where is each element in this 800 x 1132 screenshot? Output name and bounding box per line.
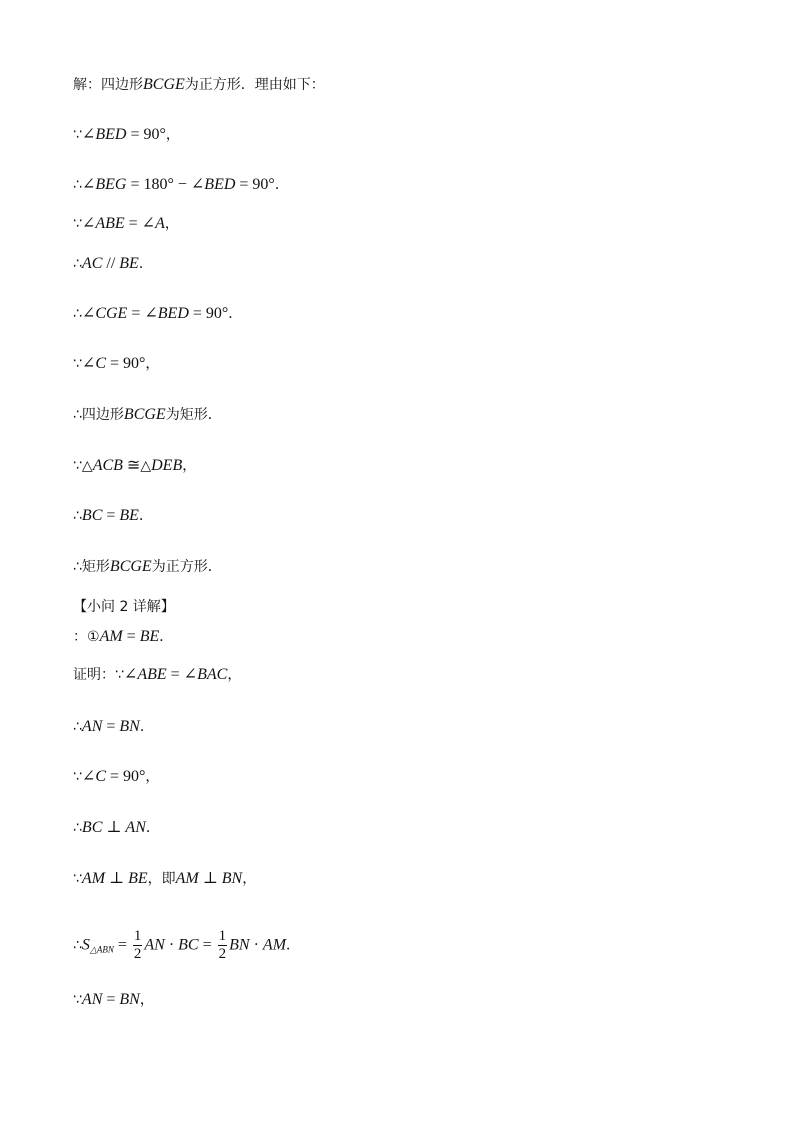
math-subscript: △ABN <box>89 944 114 955</box>
math-variable: CGE <box>95 305 128 322</box>
math-variable: BED <box>157 305 189 322</box>
math-operator: ∠ <box>81 355 96 372</box>
math-variable: BN <box>221 870 243 887</box>
math-operator: ∠ <box>81 305 96 322</box>
math-operator: = <box>102 507 120 524</box>
math-symbol: ∵ <box>73 992 82 1008</box>
chinese-text: ， <box>139 992 154 1008</box>
math-variable: AC <box>81 255 103 272</box>
math-operator: = 180° − ∠ <box>126 176 205 193</box>
solution-line-12 <box>73 596 175 617</box>
math-operator: · <box>249 936 263 954</box>
math-operator: ⊥ <box>198 870 222 887</box>
chinese-text: ，即 <box>147 871 176 887</box>
solution-line-14 <box>73 664 241 685</box>
math-symbol: ∵ <box>115 667 124 683</box>
chinese-text: ， <box>227 667 242 683</box>
solution-line-17 <box>73 817 160 838</box>
math-variable: S <box>81 936 90 954</box>
fraction-denominator: 2 <box>218 946 227 962</box>
solution-line-19 <box>73 928 300 963</box>
solution-line-16 <box>73 766 159 787</box>
chinese-text: ， <box>165 127 180 143</box>
math-operator: = <box>198 936 216 954</box>
chinese-text: ． <box>138 508 153 524</box>
chinese-text: 为正方形．理由如下： <box>184 77 325 93</box>
math-operator: ∠ <box>81 768 96 785</box>
chinese-text: ， <box>145 356 160 372</box>
chinese-text: ． <box>159 629 174 645</box>
math-operator: = <box>113 936 131 954</box>
math-symbol: ① <box>87 629 100 645</box>
math-symbol: ∴ <box>73 407 82 423</box>
solution-line-10 <box>73 505 153 526</box>
fraction-numerator: 1 <box>133 928 142 944</box>
chinese-text: ． <box>286 937 301 954</box>
math-variable: AN <box>144 936 165 954</box>
math-variable: BE <box>119 255 139 272</box>
chinese-text: ， <box>164 216 179 232</box>
chinese-text: 证明： <box>73 667 115 683</box>
math-operator: = ∠ <box>124 215 156 232</box>
math-operator: ⊥ <box>102 819 126 836</box>
math-variable: BCGE <box>143 76 185 93</box>
math-symbol: ∴ <box>73 306 82 322</box>
math-operator: = 90° <box>106 768 146 785</box>
math-symbol: △ <box>140 458 152 474</box>
math-symbol: ∵ <box>73 216 82 232</box>
math-operator: = ∠ <box>166 666 198 683</box>
math-operator: · <box>164 936 179 954</box>
chinese-text: ． <box>139 719 154 735</box>
math-operator: = 90° <box>188 305 229 322</box>
math-variable: BED <box>95 126 127 143</box>
math-variable: AN <box>125 819 146 836</box>
math-variable: BED <box>204 176 236 193</box>
math-variable: BC <box>81 507 103 524</box>
math-operator: = 90° <box>235 176 275 193</box>
solution-line-1 <box>73 74 325 95</box>
math-symbol: ∴ <box>73 719 82 735</box>
math-operator: = <box>122 628 140 645</box>
math-variable: AM <box>81 870 106 887</box>
math-symbol: ∵ <box>73 458 82 474</box>
math-operator: ∠ <box>123 666 138 683</box>
math-variable: AM <box>99 628 123 645</box>
math-variable: BAC <box>197 666 228 683</box>
solution-line-9 <box>73 455 196 476</box>
math-operator: = <box>102 718 120 735</box>
chinese-text: 为矩形． <box>165 407 222 423</box>
solution-line-6 <box>73 303 242 324</box>
chinese-text: ． <box>138 256 153 272</box>
math-operator: ∠ <box>81 126 96 143</box>
solution-line-7 <box>73 353 159 374</box>
solution-line-18 <box>73 868 256 889</box>
chinese-text: 四边形 <box>81 407 124 423</box>
chinese-text: ， <box>242 871 257 887</box>
chinese-text: 解：四边形 <box>73 77 143 93</box>
fraction-denominator: 2 <box>133 946 142 962</box>
math-operator: = 90° <box>126 126 166 143</box>
solution-line-8 <box>73 404 222 425</box>
math-operator: ⊥ <box>105 870 129 887</box>
math-variable: BE <box>128 870 148 887</box>
math-operator: ∠ <box>81 215 96 232</box>
solution-line-11 <box>73 556 222 577</box>
math-symbol: ∵ <box>73 356 82 372</box>
math-variable: C <box>95 768 106 785</box>
math-symbol: ∴ <box>73 820 82 836</box>
chinese-text: ， <box>182 458 197 474</box>
math-symbol: ∴ <box>73 177 82 193</box>
solution-line-15 <box>73 716 154 737</box>
math-variable: AM <box>262 936 287 954</box>
solution-line-4 <box>73 213 179 234</box>
math-variable: BE <box>139 628 160 645</box>
math-symbol: ∵ <box>73 871 82 887</box>
math-operator: ≅ <box>122 457 141 474</box>
chinese-text: ： <box>73 629 87 645</box>
solution-line-2 <box>73 124 180 145</box>
chinese-text: 矩形 <box>81 559 110 575</box>
math-variable: ABE <box>137 666 167 683</box>
solution-line-13 <box>73 626 173 647</box>
math-variable: BCGE <box>123 406 166 423</box>
math-variable: A <box>155 215 165 232</box>
math-variable: ABE <box>95 215 125 232</box>
solution-line-3 <box>73 174 289 195</box>
fraction-numerator: 1 <box>218 928 227 944</box>
math-operator: = ∠ <box>127 305 158 322</box>
math-symbol: ∵ <box>73 127 82 143</box>
math-symbol: ∴ <box>73 256 82 272</box>
math-operator: = <box>102 991 120 1008</box>
math-variable: DEB <box>151 457 183 474</box>
math-variable: BC <box>178 936 199 954</box>
math-variable: C <box>95 355 106 372</box>
math-symbol: △ <box>81 458 93 474</box>
math-variable: AN <box>81 991 103 1008</box>
chinese-text: 为正方形． <box>151 559 222 575</box>
math-variable: AN <box>81 718 103 735</box>
math-variable: AM <box>175 870 199 887</box>
math-variable: BN <box>119 718 140 735</box>
math-operator: // <box>102 255 120 272</box>
fraction <box>218 928 228 963</box>
chinese-text: ． <box>228 306 243 322</box>
math-symbol: ∴ <box>73 937 82 954</box>
math-symbol: ∴ <box>73 508 82 524</box>
math-variable: BCGE <box>109 558 152 575</box>
solution-line-20 <box>73 989 154 1010</box>
math-variable: BEG <box>95 176 127 193</box>
chinese-text: ， <box>145 769 160 785</box>
math-symbol: ∴ <box>73 559 82 575</box>
chinese-text: 【小问 2 详解】 <box>73 599 175 615</box>
chinese-text: ． <box>145 820 160 836</box>
math-variable: BE <box>119 507 139 524</box>
chinese-text: ． <box>274 177 289 193</box>
math-variable: BN <box>229 936 250 954</box>
math-variable: BN <box>119 991 140 1008</box>
math-operator: = 90° <box>106 355 146 372</box>
solution-line-5 <box>73 253 153 274</box>
math-variable: ACB <box>92 457 123 474</box>
math-variable: BC <box>81 819 103 836</box>
fraction <box>133 928 143 963</box>
math-symbol: ∵ <box>73 769 82 785</box>
math-operator: ∠ <box>81 176 96 193</box>
